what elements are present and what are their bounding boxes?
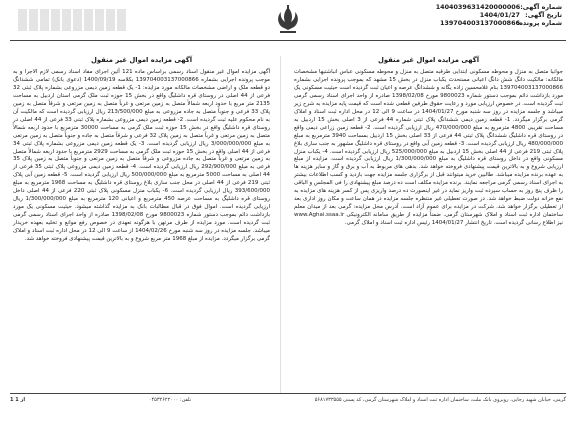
footer-divider — [10, 393, 566, 394]
left-column-title: آگهی مزایده اموال غیر منقول — [90, 56, 193, 64]
iran-emblem-icon — [270, 3, 306, 35]
left-column-body: آگهی مزایده اموال غیر منقول اسناد رسمی براساس ماده 121 آئین اجرای مفاد اسناد رسمی لازم الاجرا و به موجب پرونده اجرایی بشماره 139704003137000866 بکلاسه 1400/09/19 (دعوی بانک) تمامی ششدانگ دو قطعه ملک و اراضی مشخصات مالکانه مورد مزایده: 1- یک قطعه زمین دیمی مزروعی بشماره پلاک ثبتی 32 فرعی از 44 اصلی در روستای قره داشلیگ واقع در بخش 15 حوزه ثبت ملک گرمی استان اردبیل به مساحت 2135 متر مربع با حدود اربعه شمالاً متصل به زمین مرتعی و غرباً متصل به زمین مرتعی و شرقاً متصل به زمین پلاک 33 فرعی و جنوباً متصل به جاده مزروعی به مبلغ 213/500/000 ریال ارزیابی گردیده است که مالکیت آن به نام محکوم علیه ثبت گردیده است. 2- قطعه زمین دیمی مزروعی بشماره پلاک ثبتی 33 فرعی از 44 اصلی در روستای قره داشلیگ واقع در بخش 15 حوزه ثبت ملک گرمی به مساحت 30000 مترمربع با حدود اربعه شمالاً متصل به زمین مرتعی و غرباً متصل به زمین پلاک 32 فرعی و شرقاً متصل به جاده و جنوباً متصل به زمین مرتعی به مبلغ 3/000/000/000 ریال ارزیابی گردیده است. 3- یک قطعه زمین دیمی مزروعی بشماره پلاک ثبتی 34 فرعی از 44 اصلی واقع در بخش 15 حوزه ثبت ملک گرمی به مساحت 2929 مترمربع با حدود اربعه شمالاً متصل به زمین مرتعی و غرباً متصل به جاده مزروعی و شرقاً متصل به زمین مرتعی و جنوباً متصل به زمین پلاک 35 فرعی به مبلغ 292/900/000 ریال ارزیابی گردیده است. 4- قطعه زمین دیمی مزروعی پلاک ثبتی 35 فرعی از 44 اصلی به مساحت 5000 مترمربع به مبلغ 500/000/000 ریال ارزیابی گردیده است. 5- قطعه زمین آبی پلاک ثبتی 219 فرعی از 44 اصلی در محل جنب ساری بلاغ روستای قره داشلیگ به مساحت 1968 مترمربع به مبلغ 393/600/000 ریال ارزیابی گردیده است. 6- یکباب منزل مسکونی پلاک ثبتی 220 فرعی از 44 اصلی داخل روستای قره داشلیگ به مساحت عرصه 450 مترمربع و اعیانی 120 مترمربع به مبلغ 1/300/000/000 ریال ارزیابی گردیده است. اموال فوق در قبال مطالبات بانک به مزایده گذاشته میشود. حیثیت مسکونی یک مورد بازداشت دائم بموجب دستور شماره 9800023 مورخ 1398/02/08 صادره از واحد اجرای اسناد رسمی گرمی ثبت گردیده است. مورد مزایده از طرف مرتهن با هرگونه تعهدی در خصوص رفع موانع و تخلیه بعهده خریدار میباشد. جلسه مزایده در روز سه شنبه مورخ 1404/02/26 از ساعت 9 الی 12 در محل اداره ثبت اسناد و املاک گرمی برگزار میگردد. مزایده از مبلغ 1968 متر مربع شروع و به بالاترین قیمت پیشنهادی فروخته خواهد شد. — [13, 69, 270, 243]
header-divider — [10, 40, 566, 41]
footer-row — [10, 397, 566, 404]
agency-name-logotype — [18, 9, 128, 31]
footer-phone: تلفن: ۰۴۵۳۲۶۲۲۰۰۰ — [148, 397, 191, 403]
ref-row — [436, 3, 562, 11]
page-number: 1 از 1 — [10, 397, 26, 403]
column-divider — [280, 56, 281, 394]
ref-label: تاریخ آگهی: — [525, 11, 562, 19]
left-column — [13, 56, 270, 244]
header — [0, 0, 576, 46]
footer-address: گرمی، خیابان شهید رجایی، روبروی بانک ملت، ساختمان اداره ثبت اسناد و املاک شهرستان گرمی، کد پستی ۵۶۸۱۷۳۳۵۵۵ — [314, 397, 566, 403]
footer — [10, 393, 566, 404]
ref-label: شماره آگهی: — [520, 3, 562, 11]
ref-value: 1404039631420000006 — [435, 3, 521, 11]
ref-row — [436, 19, 562, 27]
right-column-title: آگهی مزایده اموال غیر منقول — [377, 56, 480, 64]
ref-label: شماره پرونده: — [516, 19, 562, 27]
ref-row — [436, 11, 562, 19]
ref-value: 1404/01/27 — [479, 11, 520, 19]
ref-value: 139704003137000866 — [439, 19, 520, 27]
right-column — [294, 56, 563, 228]
reference-box — [436, 3, 562, 27]
right-column-body: جوانیا متصل به منزل و محوطه مسکونی ابتدایی طرقبه متصل به منزل و محوطه مسکونی عباس انباشتیها مشخصات مالکانه: مالکیت دانگ شش دانگ اعیانی مستحدث یکباب منزل در بخش 15 مشهد که بموجب پرونده اجرایی بشماره 139704003137000866 بنام غلامحسین زاده یگانه و ششدانگ عرصه و اعیان ثبت گردیده است حیثیت مسکونی یک مورد بازداشت دائم بموجب دستور شماره 9800023 مورخ 1398/02/08 صادره از واحد اجرای اسناد رسمی گرمی ثبت گردیده است. در خصوص ارزیابی مورد و رعایت حقوق طرفین قطعی شده است که قیمت پایه مزایده به شرح زیر میباشد و جلسه مزایده در روز سه شنبه مورخ 1404/01/27 در ساعت 9 الی 12 در محل اداره ثبت اسناد و املاک گرمی برگزار میگردد. 1- قطعه زمین دیمی ششدانگ پلاک ثبتی شماره 44 فرعی از 3 اصلی بخش 15 اردبیل به مساحت تقریبی 4800 مترمربع به مبلغ 470/000/000 ریال ارزیابی گردیده است. 2- قطعه زمین زراعی دیمی واقع در روستای قره داشلیگ ششدانگ پلاک ثبتی 44 فرعی از 33 اصلی بخش 15 اردبیل بمساحت 3940 مترمربع به مبلغ 480/000/000 ریال ارزیابی گردیده است. 3- قطعه زمین آبی واقع در روستای قره داشلیگ مشهور به جنب ساری بلاغ پلاک ثبتی 219 فرعی از 44 اصلی بخش 15 اردبیل به مبلغ 525/000/000 ریال ارزیابی گردیده است. 4- یکباب منزل مسکونی واقع در داخل روستای قره داشلیگ به مبلغ 1/300/000/000 ریال ارزیابی گردیده است. مزایده از مبلغ ارزیابی شروع و به بالاترین قیمت پیشنهادی فروخته خواهد شد. بدهی های مربوط به آب و برق و گاز و سایر هزینه ها به عهده برنده مزایده میباشد. طالبین خرید میتوانند قبل از برگزاری جلسه مزایده جهت بازدید و کسب اطلاعات بیشتر به اجرای اسناد رسمی گرمی مراجعه نمایند. برنده مزایده مکلف است ده درصد مبلغ پیشنهادی را فی المجلس و الباقی را ظرف پنج روز به حساب سپرده ثبت واریز نماید در غیر اینصورت ده درصد واریزی پس از کسر هزینه های مزایده به نفع خزانه دولت ضبط خواهد شد. در صورت تعطیلی غیر منتظره جلسه مزایده در همان ساعت و مکان روز اداری بعد از تعطیلی برگزار خواهد شد. شرکت در مزایده برای عموم آزاد است. آدرس محل مزایده: گرمی بعد از میدان معلم ساختمان اداره ثبت اسناد و املاک شهرستان گرمی. ضمناً مزایده از طریق سامانه الکترونیکی www.Aghai.ssaa.ir نیز اطلاع رسانی گردیده است. تاریخ انتشار 1404/01/27 رئیس اداره ثبت اسناد و املاک گرمی. — [294, 69, 564, 227]
